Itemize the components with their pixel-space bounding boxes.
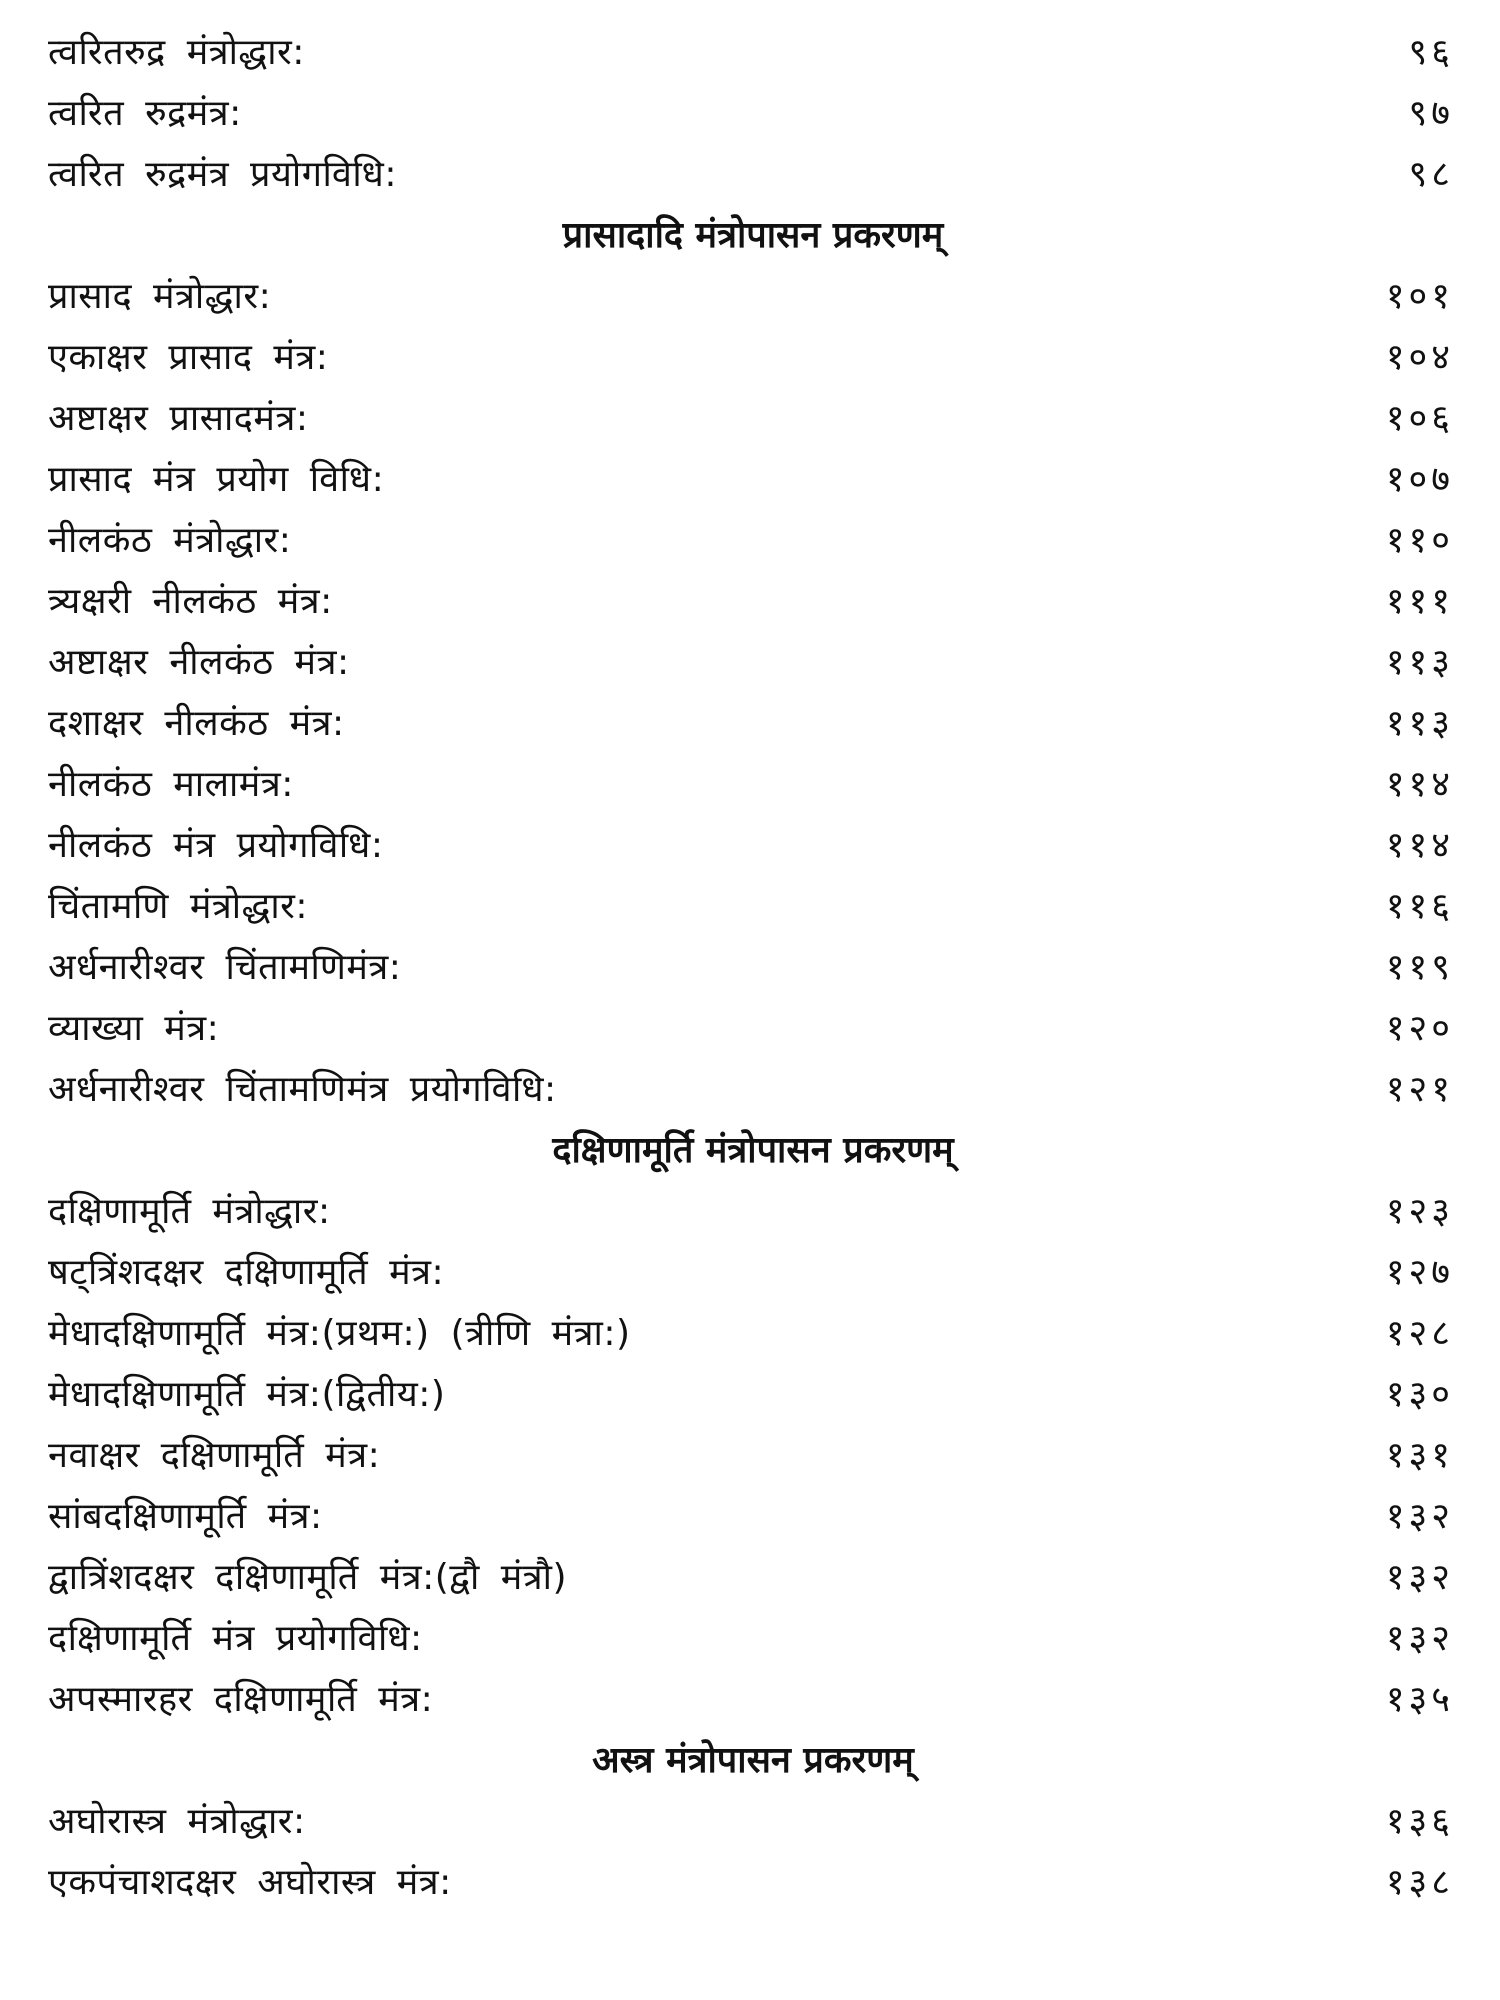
table-of-contents	[48, 22, 1458, 1913]
entry-title: अर्धनारीश्वर चिंतामणिमंत्र:	[48, 946, 402, 988]
entry-page-number: ११४	[1385, 763, 1454, 805]
toc-entry	[48, 449, 1458, 510]
entry-page-number: १२७	[1385, 1251, 1454, 1293]
entry-page-number: १२८	[1385, 1312, 1454, 1354]
toc-entry	[48, 754, 1458, 815]
toc-entry	[48, 1181, 1458, 1242]
entry-page-number: १३६	[1385, 1800, 1454, 1842]
entry-page-number: १३५	[1385, 1678, 1454, 1720]
entry-title: दक्षिणामूर्ति मंत्र प्रयोगविधि:	[48, 1617, 423, 1659]
toc-entry	[48, 1791, 1458, 1852]
section-heading	[48, 205, 1458, 266]
entry-title: अष्टाक्षर नीलकंठ मंत्र:	[48, 641, 350, 683]
section-heading	[48, 1730, 1458, 1791]
toc-entry	[48, 998, 1458, 1059]
entry-title: एकपंचाशदक्षर अघोरास्त्र मंत्र:	[48, 1861, 452, 1903]
toc-entry	[48, 144, 1458, 205]
entry-title: द्वात्रिंशदक्षर दक्षिणामूर्ति मंत्र:(द्वौ मंत्रौ)	[48, 1556, 568, 1598]
entry-page-number: ११६	[1385, 885, 1454, 927]
entry-page-number: १०६	[1385, 397, 1454, 439]
toc-entry	[48, 1608, 1458, 1669]
entry-title: प्रासाद मंत्र प्रयोग विधि:	[48, 458, 385, 500]
toc-entry	[48, 1547, 1458, 1608]
toc-entry	[48, 1242, 1458, 1303]
entry-title: त्वरित रुद्रमंत्र प्रयोगविधि:	[48, 153, 397, 195]
entry-title: मेधादक्षिणामूर्ति मंत्र:(द्वितीय:)	[48, 1373, 446, 1415]
entry-title: प्रासाद मंत्रोद्धार:	[48, 275, 272, 317]
toc-entry	[48, 1486, 1458, 1547]
entry-page-number: ११४	[1385, 824, 1454, 866]
entry-title: व्याख्या मंत्र:	[48, 1007, 220, 1049]
toc-entry	[48, 876, 1458, 937]
entry-page-number: १०४	[1385, 336, 1454, 378]
entry-title: दशाक्षर नीलकंठ मंत्र:	[48, 702, 345, 744]
section-heading-text: दक्षिणामूर्ति मंत्रोपासन प्रकरणम्	[552, 1129, 954, 1171]
entry-page-number: ११०	[1385, 519, 1454, 561]
entry-title: अपस्मारहर दक्षिणामूर्ति मंत्र:	[48, 1678, 434, 1720]
entry-page-number: १०१	[1385, 275, 1454, 317]
entry-page-number: १३१	[1385, 1434, 1454, 1476]
entry-page-number: ११३	[1385, 702, 1454, 744]
entry-page-number: ११९	[1385, 946, 1454, 988]
entry-title: अर्धनारीश्वर चिंतामणिमंत्र प्रयोगविधि:	[48, 1068, 557, 1110]
toc-entry	[48, 937, 1458, 998]
entry-title: त्वरितरुद्र मंत्रोद्धार:	[48, 31, 305, 73]
entry-page-number: १३०	[1385, 1373, 1454, 1415]
entry-title: अष्टाक्षर प्रासादमंत्र:	[48, 397, 309, 439]
entry-title: दक्षिणामूर्ति मंत्रोद्धार:	[48, 1190, 331, 1232]
entry-page-number: १३२	[1385, 1617, 1454, 1659]
toc-entry	[48, 510, 1458, 571]
entry-page-number: १२०	[1385, 1007, 1454, 1049]
entry-page-number: ९८	[1408, 153, 1454, 195]
toc-entry	[48, 1852, 1458, 1913]
entry-title: नीलकंठ मंत्रोद्धार:	[48, 519, 292, 561]
toc-entry	[48, 83, 1458, 144]
entry-title: सांबदक्षिणामूर्ति मंत्र:	[48, 1495, 323, 1537]
toc-entry	[48, 327, 1458, 388]
entry-page-number: १३२	[1385, 1556, 1454, 1598]
toc-entry	[48, 388, 1458, 449]
toc-entry	[48, 693, 1458, 754]
entry-title: नवाक्षर दक्षिणामूर्ति मंत्र:	[48, 1434, 381, 1476]
entry-page-number: १०७	[1385, 458, 1454, 500]
toc-entry	[48, 266, 1458, 327]
entry-title: त्र्यक्षरी नीलकंठ मंत्र:	[48, 580, 333, 622]
toc-entry	[48, 815, 1458, 876]
entry-title: नीलकंठ मंत्र प्रयोगविधि:	[48, 824, 384, 866]
section-heading-text: प्रासादादि मंत्रोपासन प्रकरणम्	[562, 214, 944, 256]
entry-page-number: ११३	[1385, 641, 1454, 683]
toc-entry	[48, 22, 1458, 83]
entry-title: षट्त्रिंशदक्षर दक्षिणामूर्ति मंत्र:	[48, 1251, 445, 1293]
entry-page-number: १२३	[1385, 1190, 1454, 1232]
entry-title: त्वरित रुद्रमंत्र:	[48, 92, 242, 134]
entry-title: चिंतामणि मंत्रोद्धार:	[48, 885, 309, 927]
entry-page-number: १३२	[1385, 1495, 1454, 1537]
entry-title: एकाक्षर प्रासाद मंत्र:	[48, 336, 329, 378]
section-heading	[48, 1120, 1458, 1181]
entry-page-number: १२१	[1385, 1068, 1454, 1110]
entry-page-number: ९७	[1408, 92, 1454, 134]
section-heading-text: अस्त्र मंत्रोपासन प्रकरणम्	[592, 1739, 914, 1781]
entry-page-number: १११	[1385, 580, 1454, 622]
toc-entry	[48, 1303, 1458, 1364]
entry-title: नीलकंठ मालामंत्र:	[48, 763, 294, 805]
toc-entry	[48, 1669, 1458, 1730]
entry-title: मेधादक्षिणामूर्ति मंत्र:(प्रथम:) (त्रीणि मंत्रा:)	[48, 1312, 631, 1354]
toc-entry	[48, 571, 1458, 632]
entry-title: अघोरास्त्र मंत्रोद्धार:	[48, 1800, 306, 1842]
toc-entry	[48, 1364, 1458, 1425]
toc-entry	[48, 1059, 1458, 1120]
entry-page-number: १३८	[1385, 1861, 1454, 1903]
toc-entry	[48, 1425, 1458, 1486]
entry-page-number: ९६	[1408, 31, 1454, 73]
toc-entry	[48, 632, 1458, 693]
